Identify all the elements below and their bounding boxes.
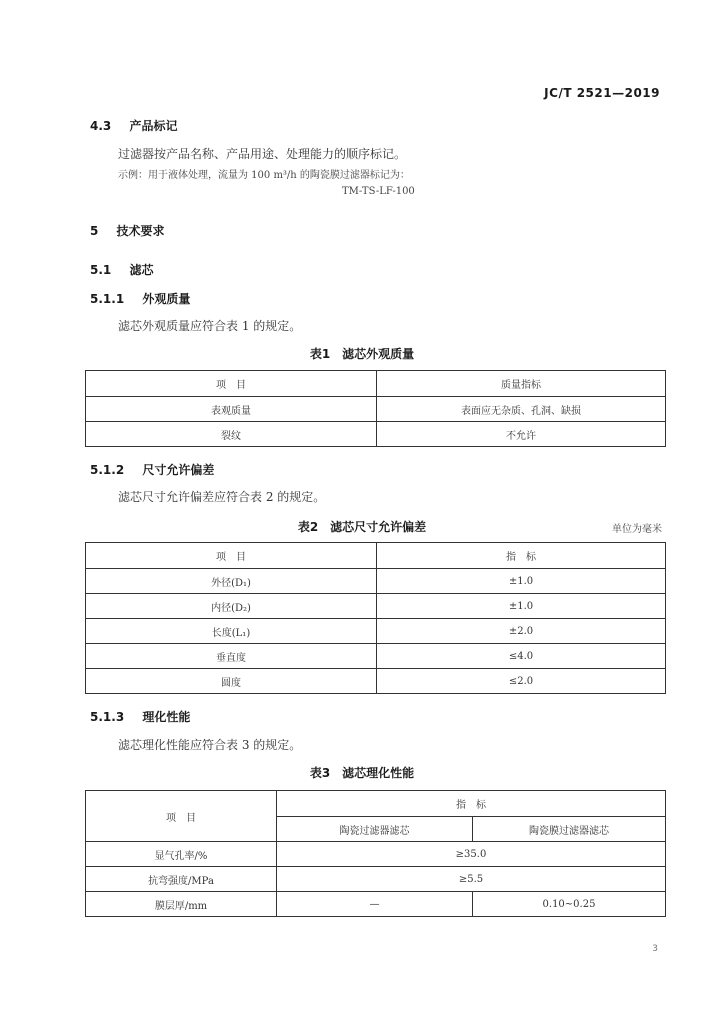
table-row xyxy=(86,669,666,694)
section-number: 5.1.2 xyxy=(90,463,125,477)
table-cell: ≥5.5 xyxy=(277,867,666,892)
standard-number: JC/T 2521—2019 xyxy=(544,86,660,100)
section-number: 5.1.3 xyxy=(90,710,125,724)
table-cell: 外径(D₁) xyxy=(86,569,377,594)
table-3 xyxy=(85,790,666,917)
table-cell: ≤2.0 xyxy=(377,669,666,694)
paragraph: 滤芯理化性能应符合表 3 的规定。 xyxy=(118,738,302,752)
section-title: 滤芯 xyxy=(129,263,154,277)
table-row xyxy=(86,867,666,892)
table-row xyxy=(86,397,666,422)
table-cell: 显气孔率/% xyxy=(86,842,277,867)
table-cell: 垂直度 xyxy=(86,644,377,669)
section-5-1-3-heading xyxy=(90,708,190,725)
section-number: 5.1.1 xyxy=(90,292,125,306)
table-2 xyxy=(85,542,666,694)
table-header: 指 标 xyxy=(377,543,666,569)
table-row xyxy=(86,594,666,619)
table-row xyxy=(86,644,666,669)
section-4-3-heading xyxy=(90,117,177,134)
table-2-caption: 表2 滤芯尺寸允许偏差 xyxy=(297,520,427,534)
table-cell: 长度(L₁) xyxy=(86,619,377,644)
table-cell: 抗弯强度/MPa xyxy=(86,867,277,892)
page-number: 3 xyxy=(652,944,658,954)
section-title: 外观质量 xyxy=(142,292,191,306)
table-row xyxy=(86,892,666,917)
example-text: 示例：用于液体处理，流量为 100 m³/h 的陶瓷膜过滤器标记为： xyxy=(118,170,410,181)
paragraph: 滤芯尺寸允许偏差应符合表 2 的规定。 xyxy=(118,490,326,504)
table-cell: ≥35.0 xyxy=(277,842,666,867)
section-5-heading xyxy=(90,222,165,239)
table-subheader: 陶瓷膜过滤器滤芯 xyxy=(473,817,666,842)
table-cell: 圆度 xyxy=(86,669,377,694)
section-number: 5.1 xyxy=(90,263,112,277)
section-number: 4.3 xyxy=(90,119,112,133)
section-5-1-2-heading xyxy=(90,461,214,478)
paragraph: 滤芯外观质量应符合表 1 的规定。 xyxy=(118,319,302,333)
paragraph: 过滤器按产品名称、产品用途、处理能力的顺序标记。 xyxy=(118,147,407,161)
table-cell: 0.10~0.25 xyxy=(473,892,666,917)
table-cell: 表面应无杂质、孔洞、缺损 xyxy=(377,397,666,422)
table-row xyxy=(86,422,666,447)
section-title: 尺寸允许偏差 xyxy=(142,463,215,477)
section-title: 技术要求 xyxy=(116,224,165,238)
table-subheader: 陶瓷过滤器滤芯 xyxy=(277,817,473,842)
product-mark: TM-TS-LF-100 xyxy=(342,186,415,197)
table-cell: ±1.0 xyxy=(377,594,666,619)
unit-note: 单位为毫米 xyxy=(612,524,662,535)
table-cell: ±1.0 xyxy=(377,569,666,594)
table-3-caption: 表3 滤芯理化性能 xyxy=(309,766,415,780)
table-header: 项 目 xyxy=(86,543,377,569)
table-1-caption: 表1 滤芯外观质量 xyxy=(309,347,415,361)
table-header: 项 目 xyxy=(86,791,277,842)
table-cell: 膜层厚/mm xyxy=(86,892,277,917)
table-row xyxy=(86,569,666,594)
table-header: 项 目 xyxy=(86,371,377,397)
table-header: 质量指标 xyxy=(377,371,666,397)
table-row xyxy=(86,842,666,867)
section-title: 产品标记 xyxy=(129,119,178,133)
table-cell: ±2.0 xyxy=(377,619,666,644)
section-number: 5 xyxy=(90,224,99,238)
table-row xyxy=(86,619,666,644)
section-5-1-heading xyxy=(90,261,153,278)
table-cell: — xyxy=(277,892,473,917)
table-cell: 内径(D₂) xyxy=(86,594,377,619)
table-cell: ≤4.0 xyxy=(377,644,666,669)
section-5-1-1-heading xyxy=(90,290,190,307)
table-cell: 不允许 xyxy=(377,422,666,447)
table-cell: 裂纹 xyxy=(86,422,377,447)
table-1 xyxy=(85,370,666,447)
table-cell: 表观质量 xyxy=(86,397,377,422)
table-header: 指 标 xyxy=(277,791,666,817)
section-title: 理化性能 xyxy=(142,710,191,724)
